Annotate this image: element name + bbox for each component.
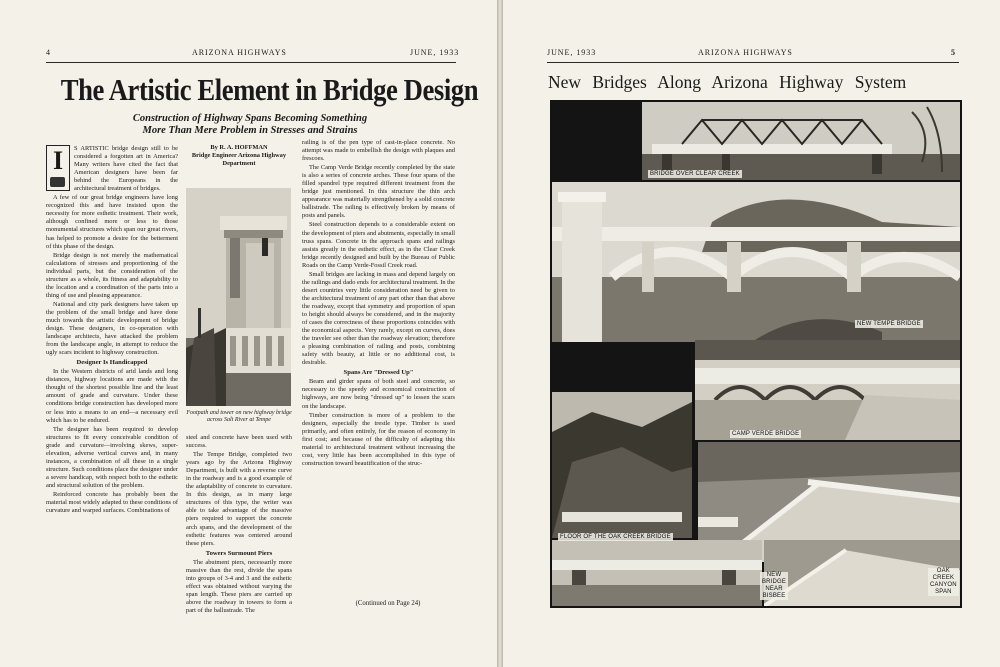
paragraph: Steel construction depends to a considerable extent on the development of piers and abutments, especially in small truss spans. Concrete in the approach spans and railings assists greatly in the esthetic effect, as in the Clear Creek bridge recently designed and built by the Bureau of Public Roads on the Camp Verde-Fossil Creek road. (302, 221, 455, 269)
left-page (0, 0, 497, 667)
subtitle-line-2: More Than Mere Problem in Stresses and Strains (142, 125, 358, 136)
byline-department: Department (222, 160, 256, 167)
header-rule (547, 62, 959, 63)
article-column-2 (186, 434, 292, 616)
photo-caption: Footpath and tower on new highway bridge across Salt River at Tempe (186, 410, 292, 423)
caption-line: CREEK (932, 575, 955, 581)
clear-creek-illustration (642, 102, 960, 180)
oak-creek-canyon-illustration (552, 392, 692, 538)
bisbee-bridge-illustration (552, 540, 762, 606)
paragraph: The designer has been required to develop structures to fit every conceivable condition of grade and curvature—involving skews, super-elevation, adverse vertical curves and, in many instances, a combination of all these in a single structure. Such conditions place the designer under a severe handicap, with respect both to the esthetic and structural solution of the problem. (46, 425, 178, 489)
right-page (503, 0, 1000, 667)
section-heading: Towers Surmount Piers (205, 549, 273, 557)
paragraph: S ARTISTIC bridge design still to be considered a forgotten art in America? Many writers have cited the fact that American designers have been far behind the Europeans in the architectural treatment of bridges. (74, 145, 178, 193)
running-head-magazine: ARIZONA HIGHWAYS (192, 48, 287, 57)
camp-verde-illustration (695, 340, 960, 440)
photo-oak-creek-canyon (552, 392, 692, 538)
article-subtitle (60, 113, 440, 137)
paragraph: The abutment piers, necessarily more massive than the rest, divide the spans into groups of 3-4 and 3 and the esthetic effect was obtained without varying the span length. These piers are carried up above the roadway in towers to form a part of the ballustrade. The (186, 558, 292, 614)
caption-oak-creek-canyon-span (928, 568, 959, 596)
caption-line: SPAN (935, 589, 952, 595)
lamp-icon (262, 238, 268, 256)
paragraph: The Tempe Bridge, completed two years ago by the Arizona Highway Department, is built with a reverse curve in the roadway and is a good example of the adaptability of concrete to curvature. In this design, as in many large structures of this type, the writer was able to take advantage of the massive piers required to support the concrete arch spans, and the development of the esthetic features was centered around these piers. (186, 451, 292, 547)
caption-camp-verde: CAMP VERDE BRIDGE (732, 431, 800, 437)
caption-oak-creek-floor: FLOOR OF THE OAK CREEK BRIDGE (560, 534, 671, 540)
paragraph: National and city park designers have taken up the problem of the small bridge and have done much towards the artistic development of bridge design. These designers, in co-operation with landscape architects, have attacked the problem from the landscape angle, in attempt to reduce the ugly scars incident to highway construction. (46, 300, 178, 357)
photo-new-tempe-bridge (552, 182, 960, 342)
page-number: 4 (46, 48, 51, 57)
tempe-bridge-illustration (552, 182, 960, 342)
collage-title: New Bridges Along Arizona Highway System (548, 72, 907, 92)
paragraph: Timber construction is more of a problem to the designers, especially the trestle type. Timber is used primarily, and often entirely, for the reason of economy in first cost; and because of the difficulty of adapting this material to architectural treatment without increasing the cost, very little has been accomplished in this type of construction toward beautification of the struc- (302, 411, 455, 467)
section-heading: Spans Are "Dressed Up" (343, 369, 414, 377)
article-column-3 (302, 139, 455, 469)
subtitle-line-1: Construction of Highway Spans Becoming Something (132, 113, 368, 124)
caption-line: BISBEE (762, 593, 786, 599)
tower-photo (186, 188, 291, 406)
photo-clear-creek-bridge (642, 102, 960, 180)
bridge-photo-collage (550, 100, 962, 608)
running-head-magazine: ARIZONA HIGHWAYS (698, 48, 793, 57)
highway-logo-icon (50, 177, 65, 187)
caption-line: NEW (766, 572, 782, 578)
drop-cap-letter: I (52, 146, 64, 175)
page-number: 5 (951, 48, 956, 57)
paragraph: railing is of the pen type of cast-in-place concrete. No attempt was made to embellish the design with plaques and frescoes. (302, 139, 455, 163)
caption-clear-creek: BRIDGE OVER CLEAR CREEK (650, 171, 740, 177)
paragraph: A few of our great bridge engineers have long recognized this and have insisted upon the necessity for more esthetic treatment. Their work, although confined more or less to those monumental structures which span our great rivers, has helped to promote a desire for the betterment of this phase of the design. (46, 194, 178, 250)
continued-note: (Continued on Page 24) (355, 600, 421, 607)
article-column-1 (46, 145, 178, 516)
paragraph: Small bridges are lacking in mass and depend largely on the railings and dado ends for architectural treatment. In the desert countries very little consideration need be given to the architectural treatment of any part other than that above the roadway, except that symmetry and proportion of span to height should always be considered, and in the majority of cases the correctness of these proportions coincides with the economical aspects. Very rarely, except on curves, does the traveler see other than the roadway elevation; therefore a pleasing combination of railing and posts, combining safety with beauty, at little or no additional cost, is desirable. (302, 270, 455, 367)
paragraph: In the Western districts of arid lands and long distances, highway locations are made with the thought of the shortest possible line and the least amount of grade and curvature. Under these conditions bridge construction has developed more or less into a means to an end—a necessary evil which has to be endured. (46, 368, 178, 424)
byline (188, 144, 290, 168)
section-heading: Designer Is Handicapped (76, 359, 148, 367)
caption-line: BRIDGE (762, 579, 787, 585)
paragraph: Beam and girder spans of both steel and concrete, so necessary to the speedy and economical construction of highways, are now being "dressed up" to lessen the scars on the landscape. (302, 378, 455, 410)
photo-bisbee-bridge (552, 540, 762, 606)
caption-line: NEAR (765, 586, 783, 592)
article-title: The Artistic Element in Bridge Design (60, 72, 479, 107)
caption-tempe: NEW TEMPE BRIDGE (857, 321, 921, 327)
tempe-tower-illustration (186, 188, 291, 406)
paragraph: The Camp Verde Bridge recently completed by the state is also a series of concrete arches. These four spans of the filled spandrel type required different treatment from the bridge just mentioned. In this structure the thin arch appearance was materially strengthened by a solid concrete ballistrade. The railing is effectively broken by means of posts and panels. (302, 164, 455, 220)
header-rule (46, 62, 456, 63)
caption-line: OAK (936, 568, 950, 574)
running-head-date: JUNE, 1933 (547, 48, 597, 57)
caption-line: CANYON (930, 582, 957, 588)
paragraph: steel and concrete have been used with success. (186, 434, 292, 450)
photo-camp-verde-bridge (695, 340, 960, 440)
paragraph: Reinforced concrete has probably been the material most widely adapted to these conditions of curvature and warped surfaces. Combinations of (46, 490, 178, 515)
running-head-date: JUNE, 1933 (410, 48, 460, 57)
caption-bisbee (760, 572, 788, 600)
byline-title: Bridge Engineer Arizona Highway (191, 152, 287, 159)
drop-cap (46, 145, 70, 191)
paragraph: Bridge design is not merely the mathematical calculations of stresses and proportioning of the individual parts, but the consideration of the structure as a whole, its fitness and adaptability to the location and a coordination of the parts into a thing of use and pleasing appearance. (46, 251, 178, 299)
byline-author: By R. A. HOFFMAN (210, 144, 268, 151)
